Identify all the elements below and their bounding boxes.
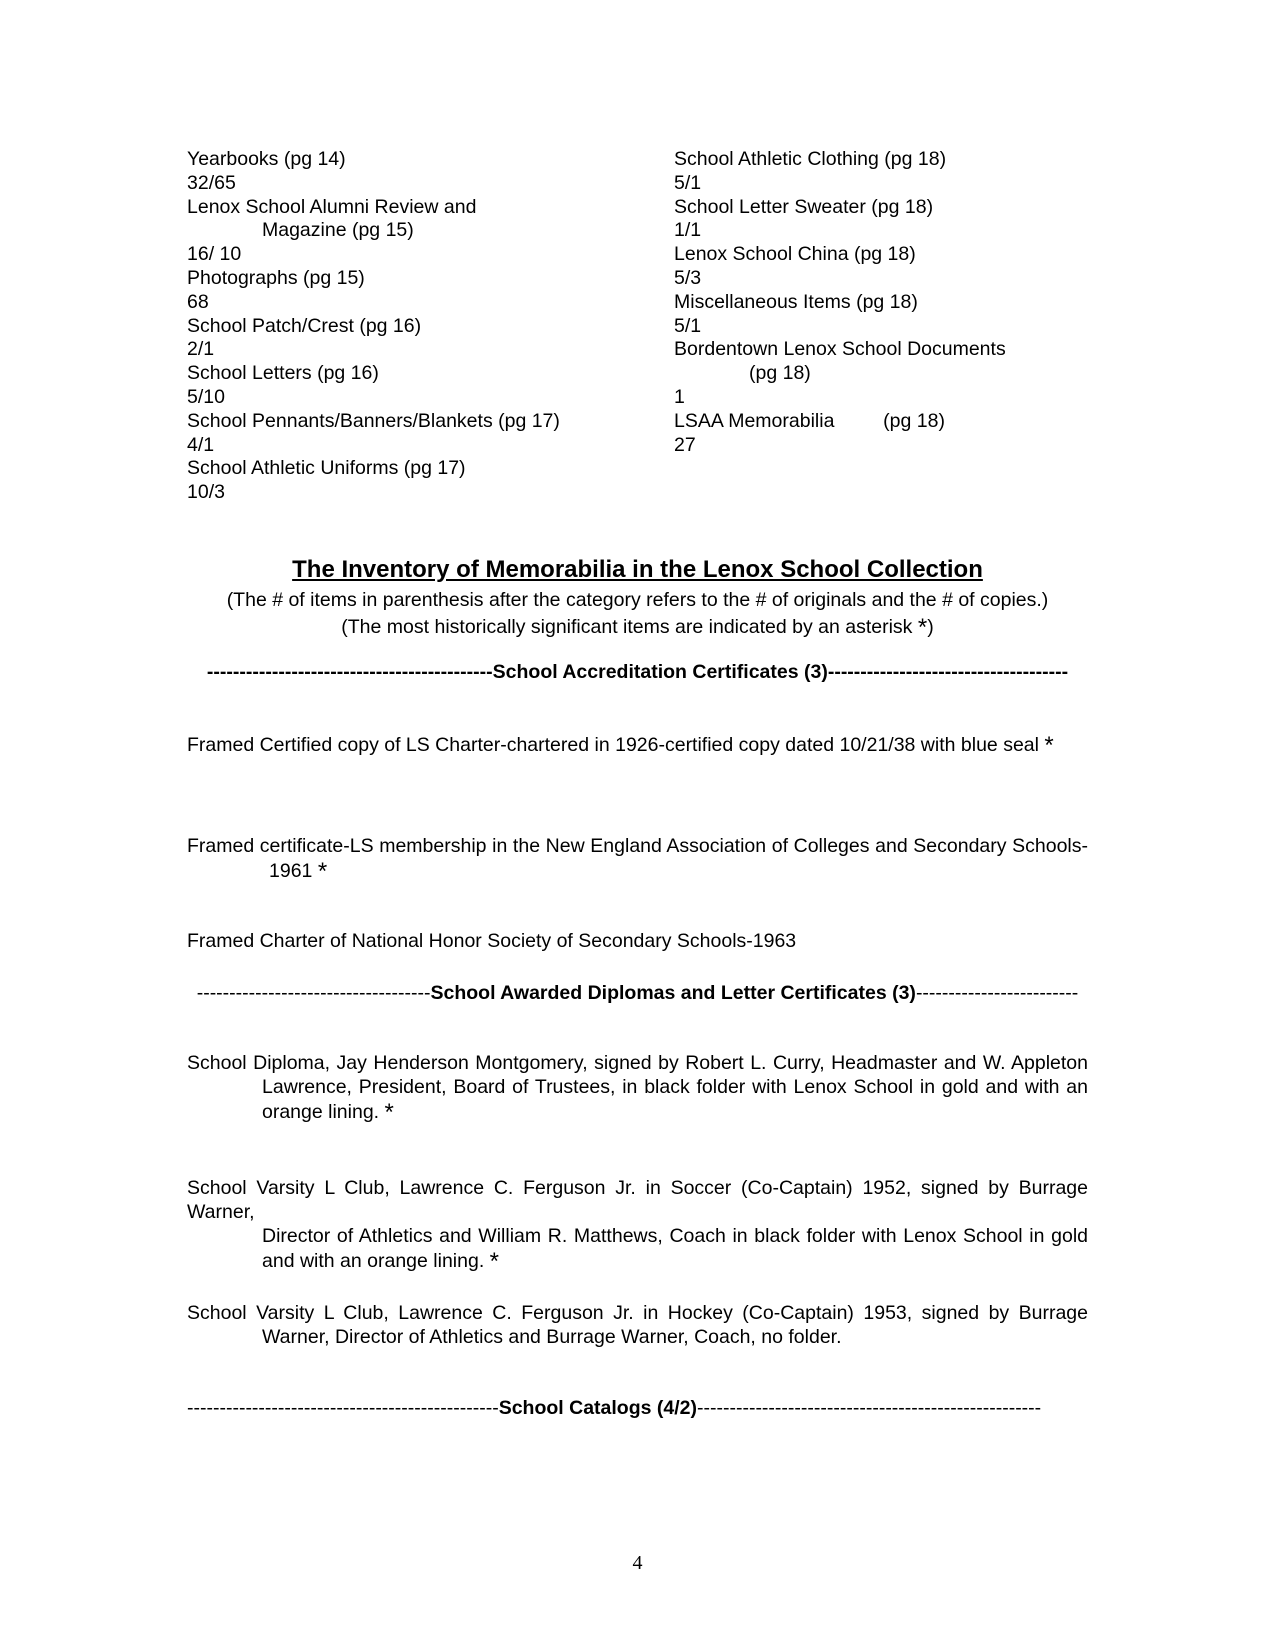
- list-item: Framed Charter of National Honor Society of Secondary Schools-1963: [187, 930, 797, 952]
- list-item: Framed certificate-LS membership in the New England Association of Colleges and Secondary Schools- 1961 *: [187, 835, 1088, 885]
- toc-entry: School Pennants/Banners/Blankets (pg 17) 4/1: [187, 409, 560, 456]
- toc-entry: School Letter Sweater (pg 18) 1/1: [674, 195, 934, 242]
- list-item: School Diploma, Jay Henderson Montgomery, signed by Robert L. Curry, Headmaster and W. Appleton Lawrence, President, Board of Trustees, in black folder with Lenox School in gold and with an orange lining. *: [187, 1052, 1088, 1126]
- toc-entry: Miscellaneous Items (pg 18) 5/1: [674, 290, 918, 337]
- toc-right-column: [674, 148, 1094, 457]
- page-title: The Inventory of Memorabilia in the Lenox School Collection: [292, 556, 983, 583]
- section-header-diplomas: ------------------------------------School Awarded Diplomas and Letter Certificates (3)-------------------------: [196, 982, 1079, 1004]
- toc-entry: Lenox School China (pg 18) 5/3: [674, 243, 916, 289]
- list-item: School Varsity L Club, Lawrence C. Ferguson Jr. in Soccer (Co-Captain) 1952, signed by Burrage Warner, Director of Athletics and William R. Matthews, Coach in black folder with Lenox School in gold and with an orange lining. *: [187, 1177, 1088, 1275]
- toc-entry: LSAA Memorabilia (pg 18) 27: [674, 409, 945, 456]
- page-number: 4: [632, 1552, 643, 1574]
- explanatory-note: (The # of items in parenthesis after the category refers to the # of originals and the # of copies.): [226, 589, 1049, 611]
- list-item: School Varsity L Club, Lawrence C. Ferguson Jr. in Hockey (Co-Captain) 1953, signed by Burrage Warner, Director of Athletics and Burrage Warner, Coach, no folder.: [187, 1302, 1088, 1348]
- asterisk-mark: *: [917, 614, 928, 641]
- toc-left-column: [187, 148, 647, 505]
- asterisk-note: (The most historically significant items are indicated by an asterisk *): [341, 614, 934, 641]
- asterisk-mark: *: [1044, 732, 1054, 759]
- toc-entry: School Letters (pg 16) 5/10: [187, 362, 379, 408]
- toc-entry: Yearbooks (pg 14) 32/65: [187, 148, 346, 194]
- toc-entry: School Athletic Clothing (pg 18) 5/1: [674, 148, 947, 194]
- toc-entry: Bordentown Lenox School Documents (pg 18) 1: [674, 338, 1006, 408]
- asterisk-mark: *: [317, 858, 328, 885]
- toc-entry: School Athletic Uniforms (pg 17) 10/3: [187, 457, 466, 504]
- asterisk-mark: *: [489, 1248, 500, 1275]
- asterisk-mark: *: [384, 1099, 394, 1126]
- list-item: Framed Certified copy of LS Charter-chartered in 1926-certified copy dated 10/21/38 with blue seal *: [187, 732, 1054, 759]
- section-header-catalogs: ------------------------------------------------School Catalogs (4/2)-----------------------------------------------------: [187, 1397, 1042, 1419]
- toc-entry: Photographs (pg 15) 68: [187, 266, 365, 313]
- toc-entry: School Patch/Crest (pg 16) 2/1: [187, 314, 422, 361]
- toc-entry: Lenox School Alumni Review and Magazine (pg 15) 16/ 10: [187, 195, 477, 266]
- section-header-accreditation: --------------------------------------------School Accreditation Certificates (3)-------------------------------------: [206, 661, 1069, 683]
